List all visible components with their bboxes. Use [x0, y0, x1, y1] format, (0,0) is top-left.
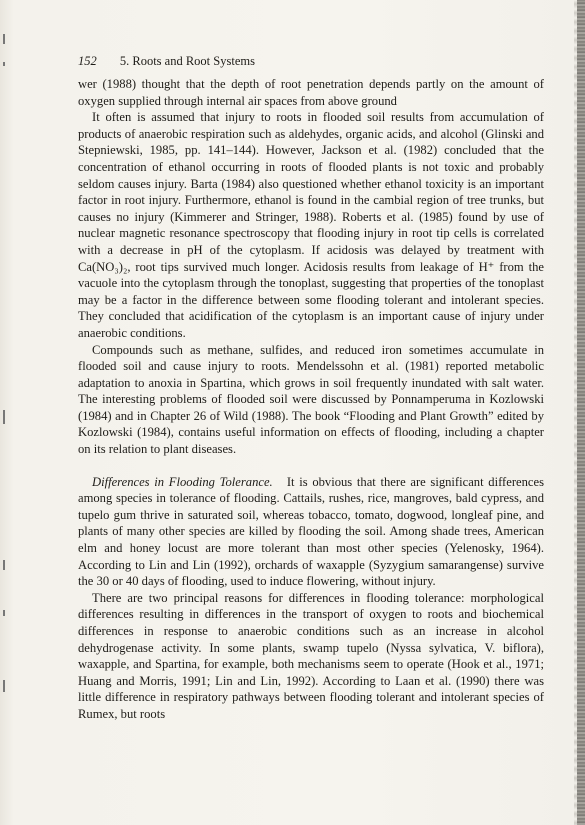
scan-left-edge	[0, 0, 16, 825]
paragraph-4	[78, 474, 544, 590]
paragraph-2: It often is assumed that injury to roots in flooded soil results from accumulation of products of anaerobic respiration such as aldehydes, organic acids, and alcohol (Glinski and Stepniewski, 1985, pp. 141–144). However, Jackson et al. (1982) concluded that the concentration of ethanol occurring in roots of flooded plants is not toxic and probably seldom causes injury. Barta (1984) also questioned whether ethanol toxicity is an important factor in root injury. Furthermore, ethanol is found in the cambial region of tree trunks, but causes no injury (Kimmerer and Stringer, 1988). Roberts et al. (1985) found by use of nuclear magnetic resonance spectroscopy that flooding injury in root tip cells is correlated with a decrease in pH of the cytoplasm. If acidosis was delayed by treatment with Ca(NO₃)₂, root tips survived much longer. Acidosis results from leakage of H⁺ from the vacuole into the cytoplasm through the tonoplast, suggesting that properties of the tonoplast may be a factor in the difference between some flooding tolerant and intolerant species. They concluded that acidification of the cytoplasm is an important cause of injury under anaerobic conditions.	[78, 110, 544, 340]
section-subheading: Differences in Flooding Tolerance.	[92, 474, 273, 489]
paragraph-1: wer (1988) thought that the depth of root penetration depends partly on the amount of oxygen supplied through internal air spaces from above ground	[78, 77, 544, 108]
scan-right-edge	[577, 0, 585, 825]
page-number: 152	[78, 54, 97, 68]
running-title: 5. Roots and Root Systems	[119, 54, 255, 68]
paragraph-5: There are two principal reasons for differences in flooding tolerance: morphological differences resulting in differences in the transport of oxygen to roots and biochemical differences in response to anaerobic conditions such as an increase in alcohol dehydrogenase activity. In some plants, swamp tupelo (Nyssa sylvatica, V. biflora), waxapple, and Spartina, for example, both mechanisms seem to operate (Hook et al., 1971; Huang and Morris, 1991; Lin and Lin, 1992). According to Laan et al. (1990) there was little difference in respiratory pathways between flooding tolerant and intolerant species of Rumex, but roots	[78, 590, 544, 721]
running-header	[78, 54, 546, 69]
body-text	[78, 76, 544, 723]
paragraph-3: Compounds such as methane, sulfides, and reduced iron sometimes accumulate in flooded soil and cause injury to roots. Mendelssohn et al. (1981) reported metabolic adaptation to anoxia in Spartina, which grows in soil frequently inundated with salt water. The interesting problems of flooded soil were discussed by Ponnamperuma in Kozlowski (1984) and in Chapter 26 of Wild (1988). The book “Flooding and Plant Growth” edited by Kozlowski (1984), contains useful information on effects of flooding, including a chapter on its relation to plant diseases.	[78, 342, 544, 457]
paragraph-4-text: It is obvious that there are significant differences among species in tolerance of flooding. Cattails, rushes, rice, mangroves, bald cypress, and tupelo gum thrive in saturated soil, whereas tobacco, tomato, dogwood, longleaf pine, and plants of many other species are killed by flooding the soil. Among shade trees, American elm and honey locust are more tolerant than most other species (Yelenosky, 1964). According to Lin and Lin (1992), orchards of waxapple (Syzygium samarangense) survive the 30 or 40 days of flooding, used to induce flowering, without injury.	[78, 474, 544, 589]
